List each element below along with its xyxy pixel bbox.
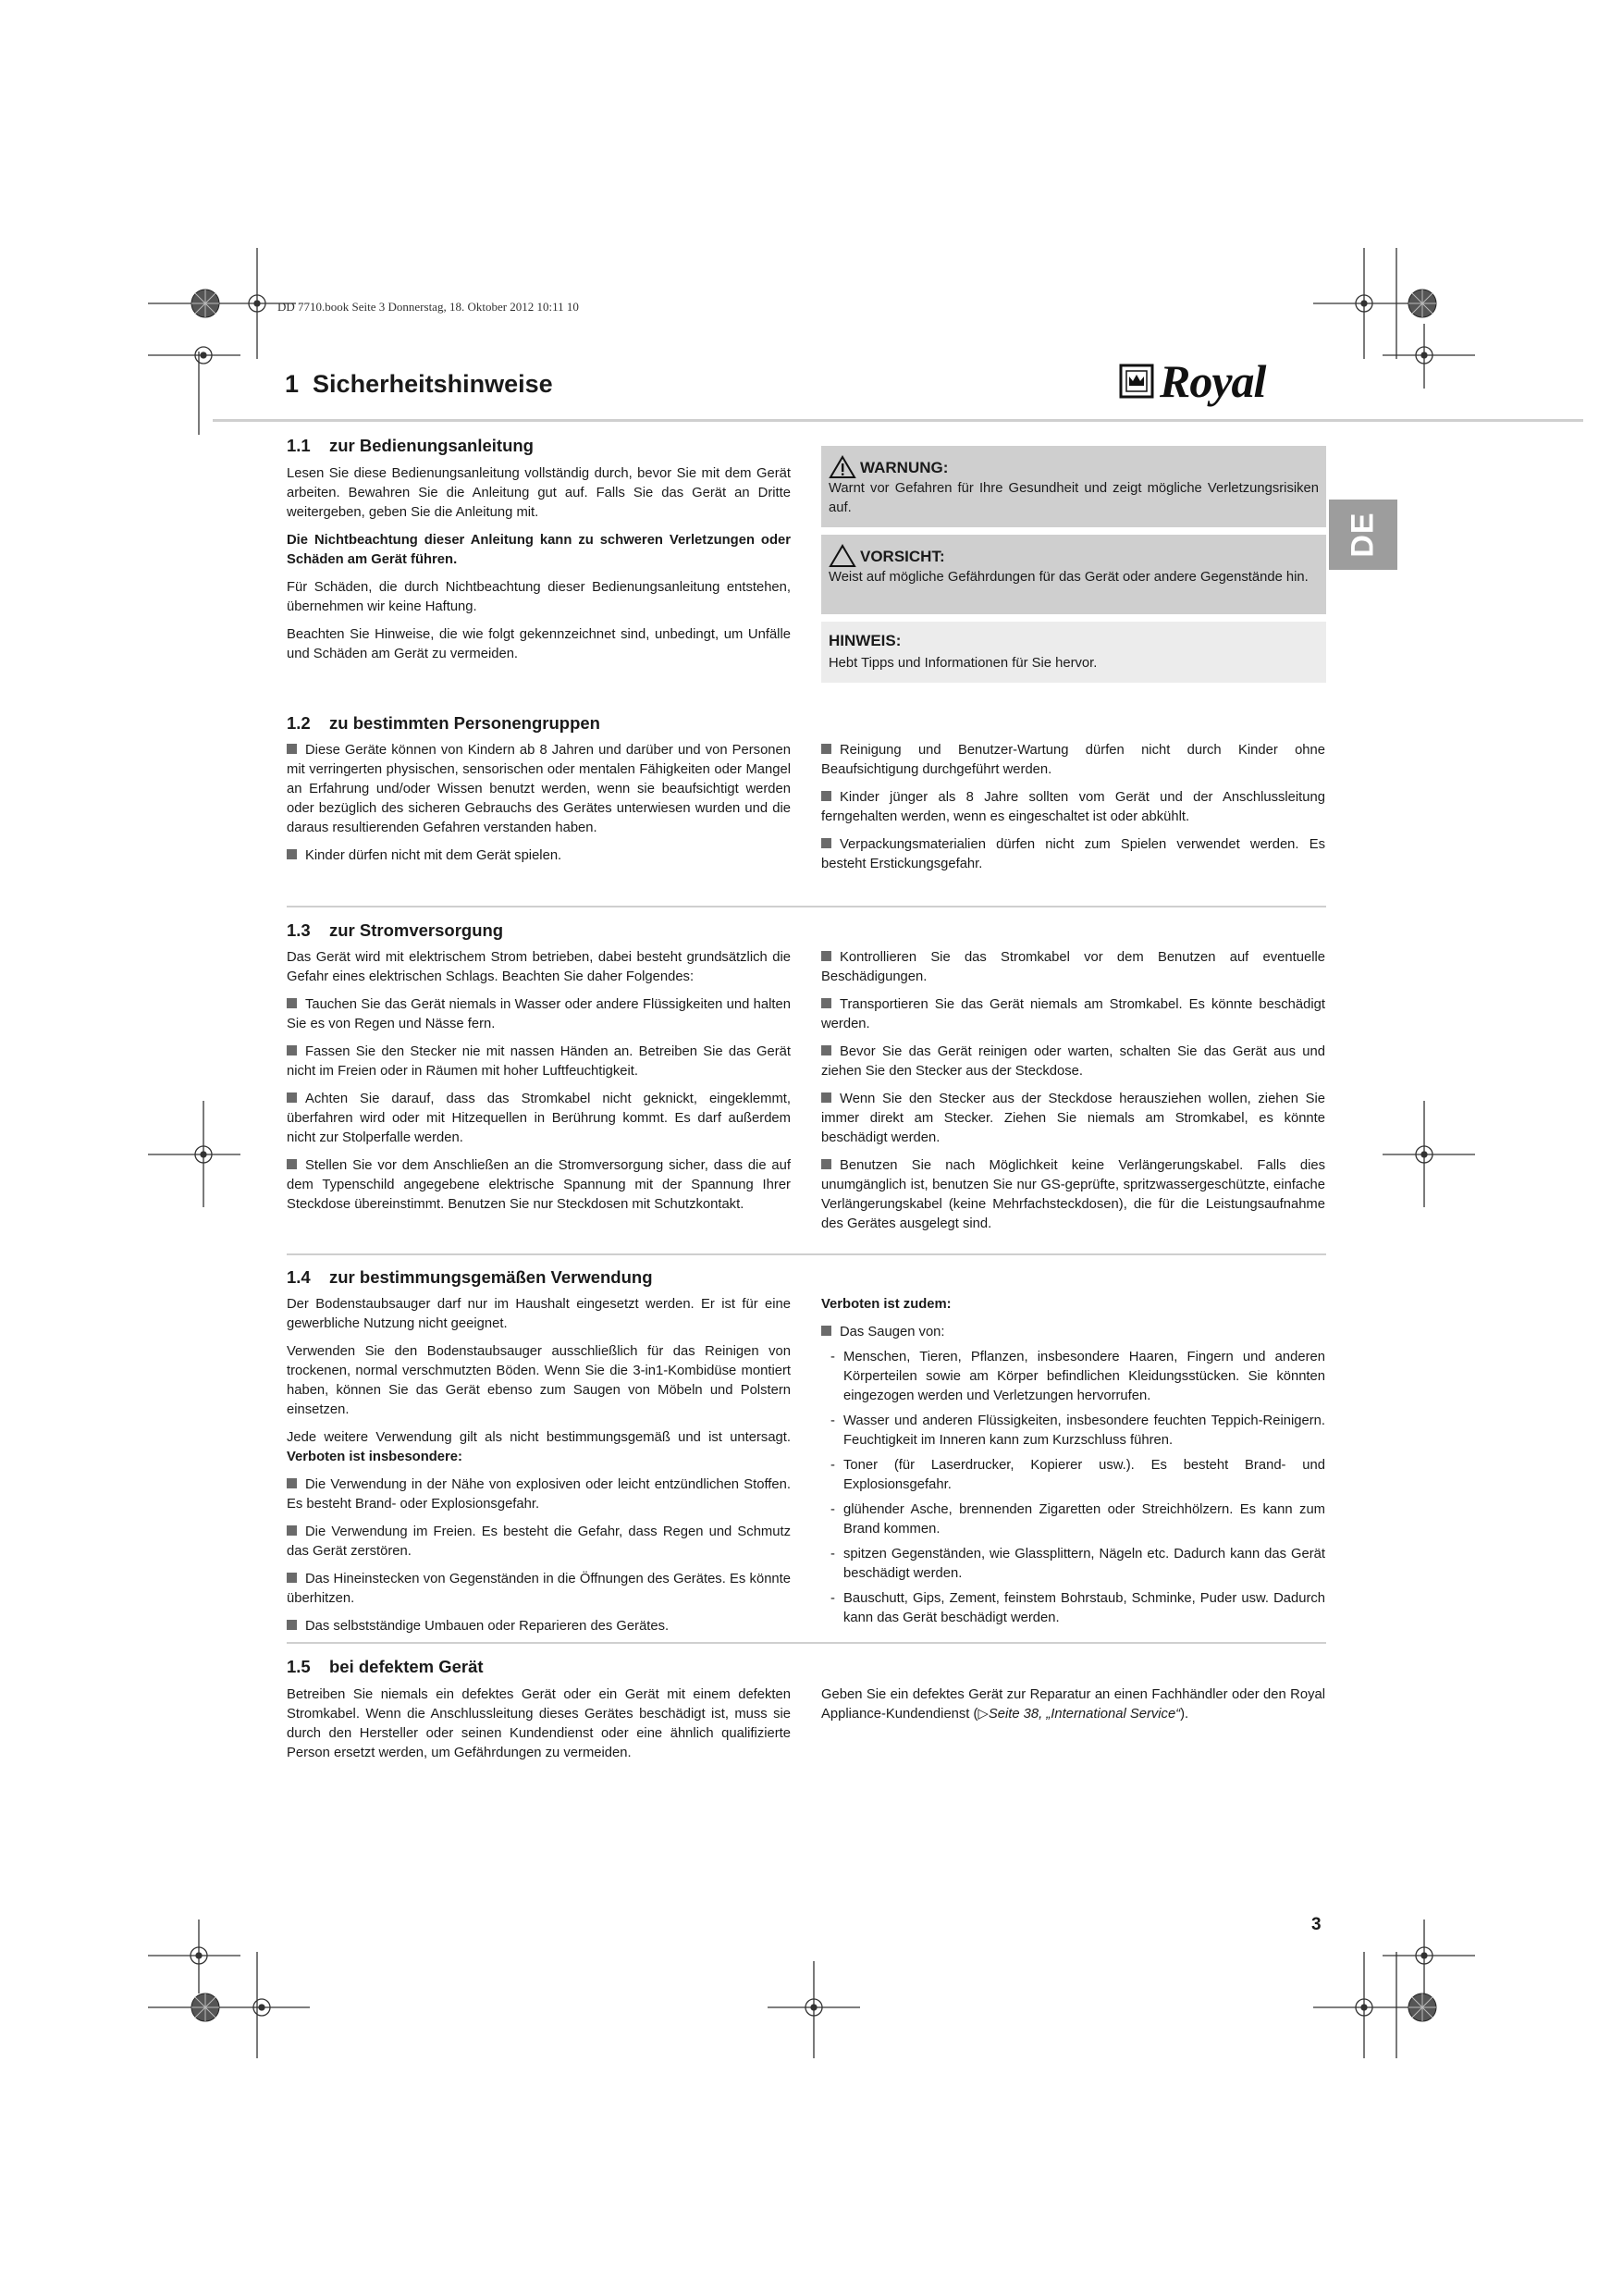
note-box [821, 622, 1326, 683]
paragraph: Verwenden Sie den Bodenstaubsauger ausschließlich für das Reinigen von trockenen, normal verschmutzten Böden. Wenn Sie die 3-in1-Kombidüse montiert haben, können Sie das Gerät ebenso zum Saugen von Möbeln und Polstern einsetzen. [287, 1344, 791, 1417]
dash-item: - spitzen Gegenständen, wie Glassplittern, Nägeln etc. Dadurch kann das Gerät beschädigt werden. [821, 1545, 1325, 1584]
bullet-square-icon [821, 1092, 831, 1103]
section-1-3-title [287, 920, 503, 941]
page-reference-link[interactable]: ▷Seite 38, „International Service“ [977, 1707, 1181, 1722]
section-1-2-right [821, 741, 1325, 883]
bullet-text: Transportieren Sie das Gerät niemals am Stromkabel. Es könnte beschädigt werden. [821, 997, 1325, 1031]
section-number: 1.3 [287, 920, 311, 940]
bullet-text: Achten Sie darauf, dass das Stromkabel nicht geknickt, eingeklemmt, überfahren wird oder mit Hitzequellen in Berührung kommt. Es darf außerdem nicht zur Stolperfalle werden. [287, 1092, 791, 1145]
section-1-3-left [287, 948, 791, 1223]
paragraph [287, 1428, 791, 1467]
bullet-square-icon [821, 744, 831, 754]
chapter-title [285, 370, 553, 399]
paragraph: Der Bodenstaubsauger darf nur im Haushalt eingesetzt werden. Er ist für eine gewerbliche Nutzung nicht geeignet. [287, 1297, 791, 1331]
bullet-text: Kontrollieren Sie das Stromkabel vor dem Benutzen auf eventuelle Beschädigungen. [821, 950, 1325, 984]
bullet-item [821, 1323, 1325, 1342]
bullet-item [287, 1570, 791, 1609]
caution-triangle-icon [829, 544, 856, 568]
bullet-square-icon [287, 1159, 297, 1169]
note-text: Hebt Tipps und Informationen für Sie hervor. [829, 656, 1098, 671]
brand-logo [1119, 355, 1341, 410]
paragraph: Betreiben Sie niemals ein defektes Gerät oder ein Gerät mit einem defekten Stromkabel. Wenn die Anschlussleitung dieses Gerätes beschädigt ist, muss sie durch den Hersteller oder seinen Kundendienst oder eine ähnlich qualifizierte Person ersetzt werden, um Gefährdungen zu vermeiden. [287, 1687, 791, 1760]
bullet-square-icon [821, 951, 831, 961]
section-number: 1.4 [287, 1267, 311, 1287]
language-tab-label: DE [1345, 512, 1381, 558]
bullet-item [287, 995, 791, 1034]
bullet-square-icon [821, 838, 831, 848]
chapter-title-text: Sicherheitshinweise [313, 370, 553, 398]
section-number: 1.5 [287, 1657, 311, 1676]
dash-item: - Toner (für Laserdrucker, Kopierer usw.). Es besteht Brand- und Explosionsgefahr. [821, 1456, 1325, 1495]
warning-text: Warnt vor Gefahren für Ihre Gesundheit und zeigt mögliche Verletzungsrisiken auf. [829, 481, 1319, 515]
paragraph: Lesen Sie diese Bedienungsanleitung vollständig durch, bevor Sie mit dem Gerät arbeiten. Bewahren Sie die Anleitung gut auf. Falls Sie das Gerät an Dritte weitergeben, geben Sie die Anleitung mit. [287, 466, 791, 520]
paragraph-text: ). [1180, 1707, 1189, 1722]
caution-box [821, 535, 1326, 614]
caution-head [829, 544, 1319, 568]
section-separator [287, 1253, 1326, 1255]
dash-item: - Menschen, Tieren, Pflanzen, insbesondere Haaren, Fingern und anderen Körperteilen sowie am Körper befindlichen Kleidungsstücken. Sie könnten eingezogen werden und Verletzungen hervorrufen. [821, 1348, 1325, 1406]
section-1-4-right [821, 1295, 1325, 1636]
paragraph: Für Schäden, die durch Nichtbeachtung dieser Bedienungsanleitung entstehen, übernehmen wir keine Haftung. [287, 580, 791, 614]
paragraph-bold-text: Verboten ist insbesondere: [287, 1450, 462, 1464]
bullet-item [821, 788, 1325, 827]
bullet-text: Tauchen Sie das Gerät niemals in Wasser oder andere Flüssigkeiten und halten Sie es von Regen und Nässe fern. [287, 997, 791, 1031]
bullet-text: Das Hineinstecken von Gegenständen in die Öffnungen des Gerätes. Es könnte überhitzen. [287, 1572, 791, 1606]
bullet-square-icon [287, 1620, 297, 1630]
bullet-item [287, 846, 791, 866]
bullet-square-icon [287, 998, 297, 1008]
section-number: 1.2 [287, 713, 311, 733]
bullet-item [821, 1156, 1325, 1234]
section-1-2-title [287, 713, 600, 734]
bullet-text: Bevor Sie das Gerät reinigen oder warten, schalten Sie das Gerät aus und ziehen Sie den Stecker aus der Steckdose. [821, 1044, 1325, 1079]
bullet-text: Fassen Sie den Stecker nie mit nassen Händen an. Betreiben Sie das Gerät nicht im Freien oder in Räumen mit hoher Luftfeuchtigkeit. [287, 1044, 791, 1079]
bullet-item [821, 948, 1325, 987]
bullet-item [821, 1043, 1325, 1081]
section-title-text: bei defektem Gerät [329, 1657, 484, 1676]
paragraph [821, 1685, 1325, 1724]
section-title-text: zur Bedienungsanleitung [329, 436, 534, 455]
bullet-text: Die Verwendung im Freien. Es besteht die Gefahr, dass Regen und Schmutz das Gerät zerstören. [287, 1524, 791, 1559]
bullet-square-icon [287, 1525, 297, 1536]
bullet-item [287, 741, 791, 838]
header-rule [213, 419, 1583, 422]
section-1-1-text [287, 464, 791, 673]
bullet-square-icon [287, 1573, 297, 1583]
dash-item: - Wasser und anderen Flüssigkeiten, insbesondere feuchten Teppich-Reinigern. Feuchtigkeit im Inneren kann zum Kurzschluss führen. [821, 1412, 1325, 1450]
section-title-text: zu bestimmten Personengruppen [329, 713, 600, 733]
bullet-text: Wenn Sie den Stecker aus der Steckdose herausziehen wollen, ziehen Sie immer direkt am Stecker. Ziehen Sie niemals am Stromkabel, es könnte beschädigt werden. [821, 1092, 1325, 1145]
brand-logo-text: Royal [1160, 355, 1266, 407]
bullet-text: Das selbstständige Umbauen oder Reparieren des Gerätes. [305, 1619, 670, 1634]
section-1-4-left [287, 1295, 791, 1645]
bullet-text: Benutzen Sie nach Möglichkeit keine Verlängerungskabel. Falls dies unumgänglich ist, benutzen Sie nur GS-geprüfte, spritzwassergeschützte, einfache Verlängerungskabel (keine Mehrfachsteckdosen), die für die Leistungsaufnahme des Gerätes ausgelegt sind. [821, 1158, 1325, 1231]
bullet-item [287, 1043, 791, 1081]
warning-title: WARNUNG: [860, 458, 949, 476]
language-tab [1329, 500, 1397, 570]
warning-head [829, 455, 1319, 479]
bullet-item [821, 741, 1325, 780]
bullet-item [287, 1156, 791, 1215]
bullet-item [287, 1090, 791, 1148]
paragraph-text: Geben Sie ein defektes Gerät zur Reparatur an einen Fachhändler oder den Royal Appliance-Kundendienst ( [821, 1687, 1325, 1722]
bullet-square-icon [287, 1478, 297, 1488]
section-1-5-title [287, 1657, 484, 1677]
subheading: Verboten ist zudem: [821, 1297, 952, 1312]
section-title-text: zur bestimmungsgemäßen Verwendung [329, 1267, 653, 1287]
bullet-item [821, 835, 1325, 874]
bullet-text: Diese Geräte können von Kindern ab 8 Jahren und darüber und von Personen mit verringerten physischen, sensorischen oder mentalen Fähigkeiten oder Mangel an Erfahrung und/oder Wissen benutzt werden, wenn sie beaufsichtigt werden oder bezüglich des sicheren Gebrauchs des Gerätes unterwiesen wurden und die daraus resultierenden Gefahren verstanden haben. [287, 743, 791, 835]
paragraph-text: Jede weitere Verwendung gilt als nicht bestimmungsgemäß und ist untersagt. [287, 1430, 791, 1445]
paragraph: Beachten Sie Hinweise, die wie folgt gekennzeichnet sind, unbedingt, um Unfälle und Schäden am Gerät zu vermeiden. [287, 627, 791, 661]
section-title-text: zur Stromversorgung [329, 920, 504, 940]
bullet-square-icon [287, 1045, 297, 1055]
caution-title: VORSICHT: [860, 547, 945, 565]
section-number: 1.1 [287, 436, 311, 455]
bullet-square-icon [821, 1159, 831, 1169]
bullet-text: Kinder jünger als 8 Jahre sollten vom Gerät und der Anschlussleitung ferngehalten werden, wenn es eingeschaltet ist oder abkühlt. [821, 790, 1325, 824]
caution-text: Weist auf mögliche Gefährdungen für das Gerät oder andere Gegenstände hin. [829, 570, 1309, 585]
bullet-text: Die Verwendung in der Nähe von explosiven oder leicht entzündlichen Stoffen. Es besteht Brand- oder Explosionsgefahr. [287, 1477, 791, 1512]
bullet-text: Das Saugen von: [840, 1325, 945, 1339]
bullet-square-icon [821, 791, 831, 801]
bullet-item [287, 1617, 791, 1636]
warning-triangle-icon [829, 455, 856, 479]
section-separator [287, 1642, 1326, 1644]
bullet-text: Stellen Sie vor dem Anschließen an die Stromversorgung sicher, dass die auf dem Typenschild angegebene elektrische Spannung mit der Spannung Ihrer Steckdose übereinstimmt. Benutzen Sie nur Steckdosen mit Schutzkontakt. [287, 1158, 791, 1212]
bullet-square-icon [821, 998, 831, 1008]
bullet-square-icon [821, 1326, 831, 1336]
bullet-item [821, 995, 1325, 1034]
paragraph: Das Gerät wird mit elektrischem Strom betrieben, dabei besteht grundsätzlich die Gefahr eines elektrischen Schlags. Beachten Sie daher Folgendes: [287, 950, 791, 984]
bullet-square-icon [287, 849, 297, 859]
section-1-5-right [821, 1685, 1325, 1733]
bullet-item [821, 1090, 1325, 1148]
note-title: HINWEIS: [829, 632, 902, 649]
dash-item: - glühender Asche, brennenden Zigaretten oder Streichhölzern. Es kann zum Brand kommen. [821, 1500, 1325, 1539]
section-1-5-left [287, 1685, 791, 1771]
bullet-item [287, 1475, 791, 1514]
bullet-square-icon [287, 744, 297, 754]
section-1-1-title [287, 436, 534, 456]
section-1-4-title [287, 1267, 653, 1288]
section-1-2-left [287, 741, 791, 874]
bullet-square-icon [287, 1092, 297, 1103]
bullet-square-icon [821, 1045, 831, 1055]
dash-item: - Bauschutt, Gips, Zement, feinstem Bohrstaub, Schminke, Puder usw. Dadurch kann das Gerät beschädigt werden. [821, 1589, 1325, 1628]
warning-box [821, 446, 1326, 527]
bullet-text: Verpackungsmaterialien dürfen nicht zum Spielen verwendet werden. Es besteht Erstickungsgefahr. [821, 837, 1325, 871]
section-1-3-right [821, 948, 1325, 1242]
bullet-text: Kinder dürfen nicht mit dem Gerät spielen. [305, 848, 562, 863]
bullet-item [287, 1523, 791, 1562]
dash-list [821, 1348, 1325, 1628]
section-separator [287, 906, 1326, 907]
bullet-text: Reinigung und Benutzer-Wartung dürfen nicht durch Kinder ohne Beaufsichtigung durchgeführt werden. [821, 743, 1325, 777]
page-number: 3 [1311, 1915, 1322, 1934]
paragraph-bold: Die Nichtbeachtung dieser Anleitung kann zu schweren Verletzungen oder Schäden am Gerät führen. [287, 533, 791, 567]
chapter-number: 1 [285, 370, 300, 398]
print-info: DD 7710.book Seite 3 Donnerstag, 18. Oktober 2012 10:11 10 [277, 300, 579, 314]
